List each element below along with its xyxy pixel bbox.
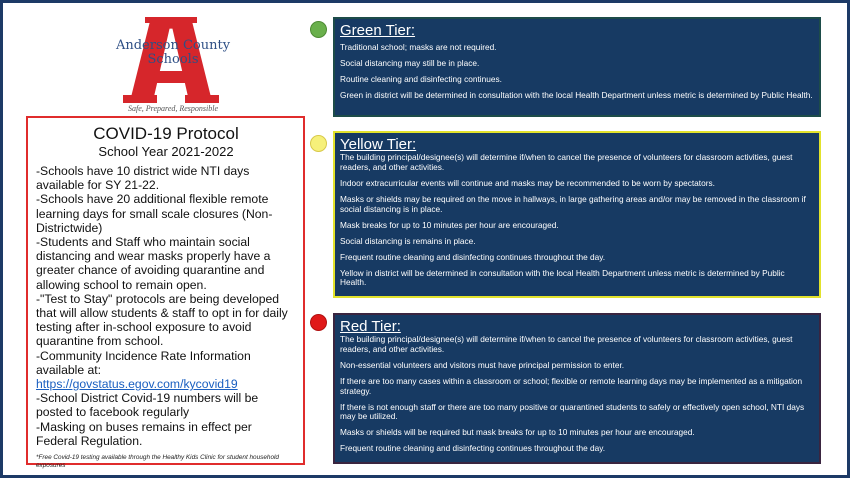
yellow-tier-item: Indoor extracurricular events will continue and masks may be recommended to be worn by spectators.: [340, 177, 715, 188]
red-tier-panel: [333, 313, 821, 464]
logo-name-line2: Schools: [147, 52, 199, 67]
red-tier-item: The building principal/designee(s) will determine if/when to cancel the presence of volunteers for classroom activities, guest readers, and other activities.: [340, 334, 793, 354]
protocol-item: -"Test to Stay" protocols are being developed that will allow students & staff to opt in for daily testing after in-school exposure to avoid quarantine from school.: [36, 291, 288, 349]
green-tier-item: Green in district will be determined in consultation with the local Health Department unless metric is determined by Public Health.: [340, 89, 813, 100]
red-tier-item: If there are too many cases within a classroom or school; flexible or remote learning days may be implemented as a mitigation strategy.: [340, 375, 803, 396]
protocol-list: [36, 164, 296, 448]
red-tier-item: Masks or shields will be required but mask breaks for up to 10 minutes per hour are encouraged.: [340, 427, 695, 438]
yellow-tier-panel: [333, 131, 821, 298]
district-logo: [105, 9, 235, 113]
red-tier-title: Red Tier:: [340, 318, 401, 335]
protocol-item: -Schools have 10 district wide NTI days available for SY 21-22.: [36, 164, 250, 193]
protocol-footnote: *Free Covid-19 testing available through the Healthy Kids Clinic for student household exposures: [36, 454, 279, 470]
yellow-tier-item: Frequent routine cleaning and disinfecting continues throughout the day.: [340, 251, 606, 262]
red-tier-item: Frequent routine cleaning and disinfecting continues throughout the day.: [340, 443, 606, 454]
protocol-item: -Masking on buses remains in effect per Federal Regulation.: [36, 419, 252, 448]
yellow-tier-item: Yellow in district will be determined in consultation with the local Health Department unless metric is determined by Public Health.: [340, 267, 785, 288]
green-dot-icon: [310, 21, 327, 38]
logo-name-line1: Anderson County: [115, 38, 231, 53]
green-tier-item: Routine cleaning and disinfecting continues.: [340, 73, 502, 84]
red-dot-icon: [310, 314, 327, 331]
yellow-tier-title: Yellow Tier:: [340, 136, 417, 153]
logo-tagline: Safe, Prepared, Responsible: [127, 104, 219, 113]
yellow-tier-item: Masks or shields may be required on the move in hallways, in large gathering areas and/or may be removed in the classroom if social distancing is in place.: [340, 193, 806, 214]
protocol-subtitle: School Year 2021-2022: [98, 144, 234, 159]
covid-protocol-box: [26, 116, 305, 470]
protocol-item: -Schools have 20 additional flexible remote learning days for small scale closures (Non-Districtwide): [36, 192, 273, 235]
protocol-item-text: -Community Incidence Rate Information available at:: [36, 348, 251, 377]
red-tier-item: If there is not enough staff or there are too many positive or quarantined students to safely or effectively open school, NTI days may be utilized.: [340, 401, 805, 422]
green-tier-item: Traditional school; masks are not required.: [340, 42, 497, 52]
green-tier-item: Social distancing may still be in place.: [340, 57, 480, 68]
green-tier-panel: [333, 17, 821, 117]
yellow-tier-item: Social distancing is remains in place.: [340, 235, 476, 246]
kycovid19-link[interactable]: https://govstatus.egov.com/kycovid19: [36, 377, 238, 392]
yellow-dot-icon: [310, 135, 327, 152]
yellow-tier-item: The building principal/designee(s) will determine if/when to cancel the presence of volunteers for classroom activities, guest readers, and other activities.: [340, 152, 793, 172]
yellow-tier-item: Mask breaks for up to 10 minutes per hour are encouraged.: [340, 219, 559, 230]
protocol-title: COVID-19 Protocol: [93, 124, 239, 143]
protocol-item: -Students and Staff who maintain social distancing and wear masks properly have a greater chance of avoiding quarantine and allowing school to remain open.: [36, 235, 271, 292]
protocol-item: -School District Covid-19 numbers will be posted to facebook regularly: [36, 391, 259, 420]
red-tier-item: Non-essential volunteers and visitors must have principal permission to enter.: [340, 359, 625, 370]
protocol-item: [36, 349, 296, 392]
green-tier-title: Green Tier:: [340, 22, 416, 39]
